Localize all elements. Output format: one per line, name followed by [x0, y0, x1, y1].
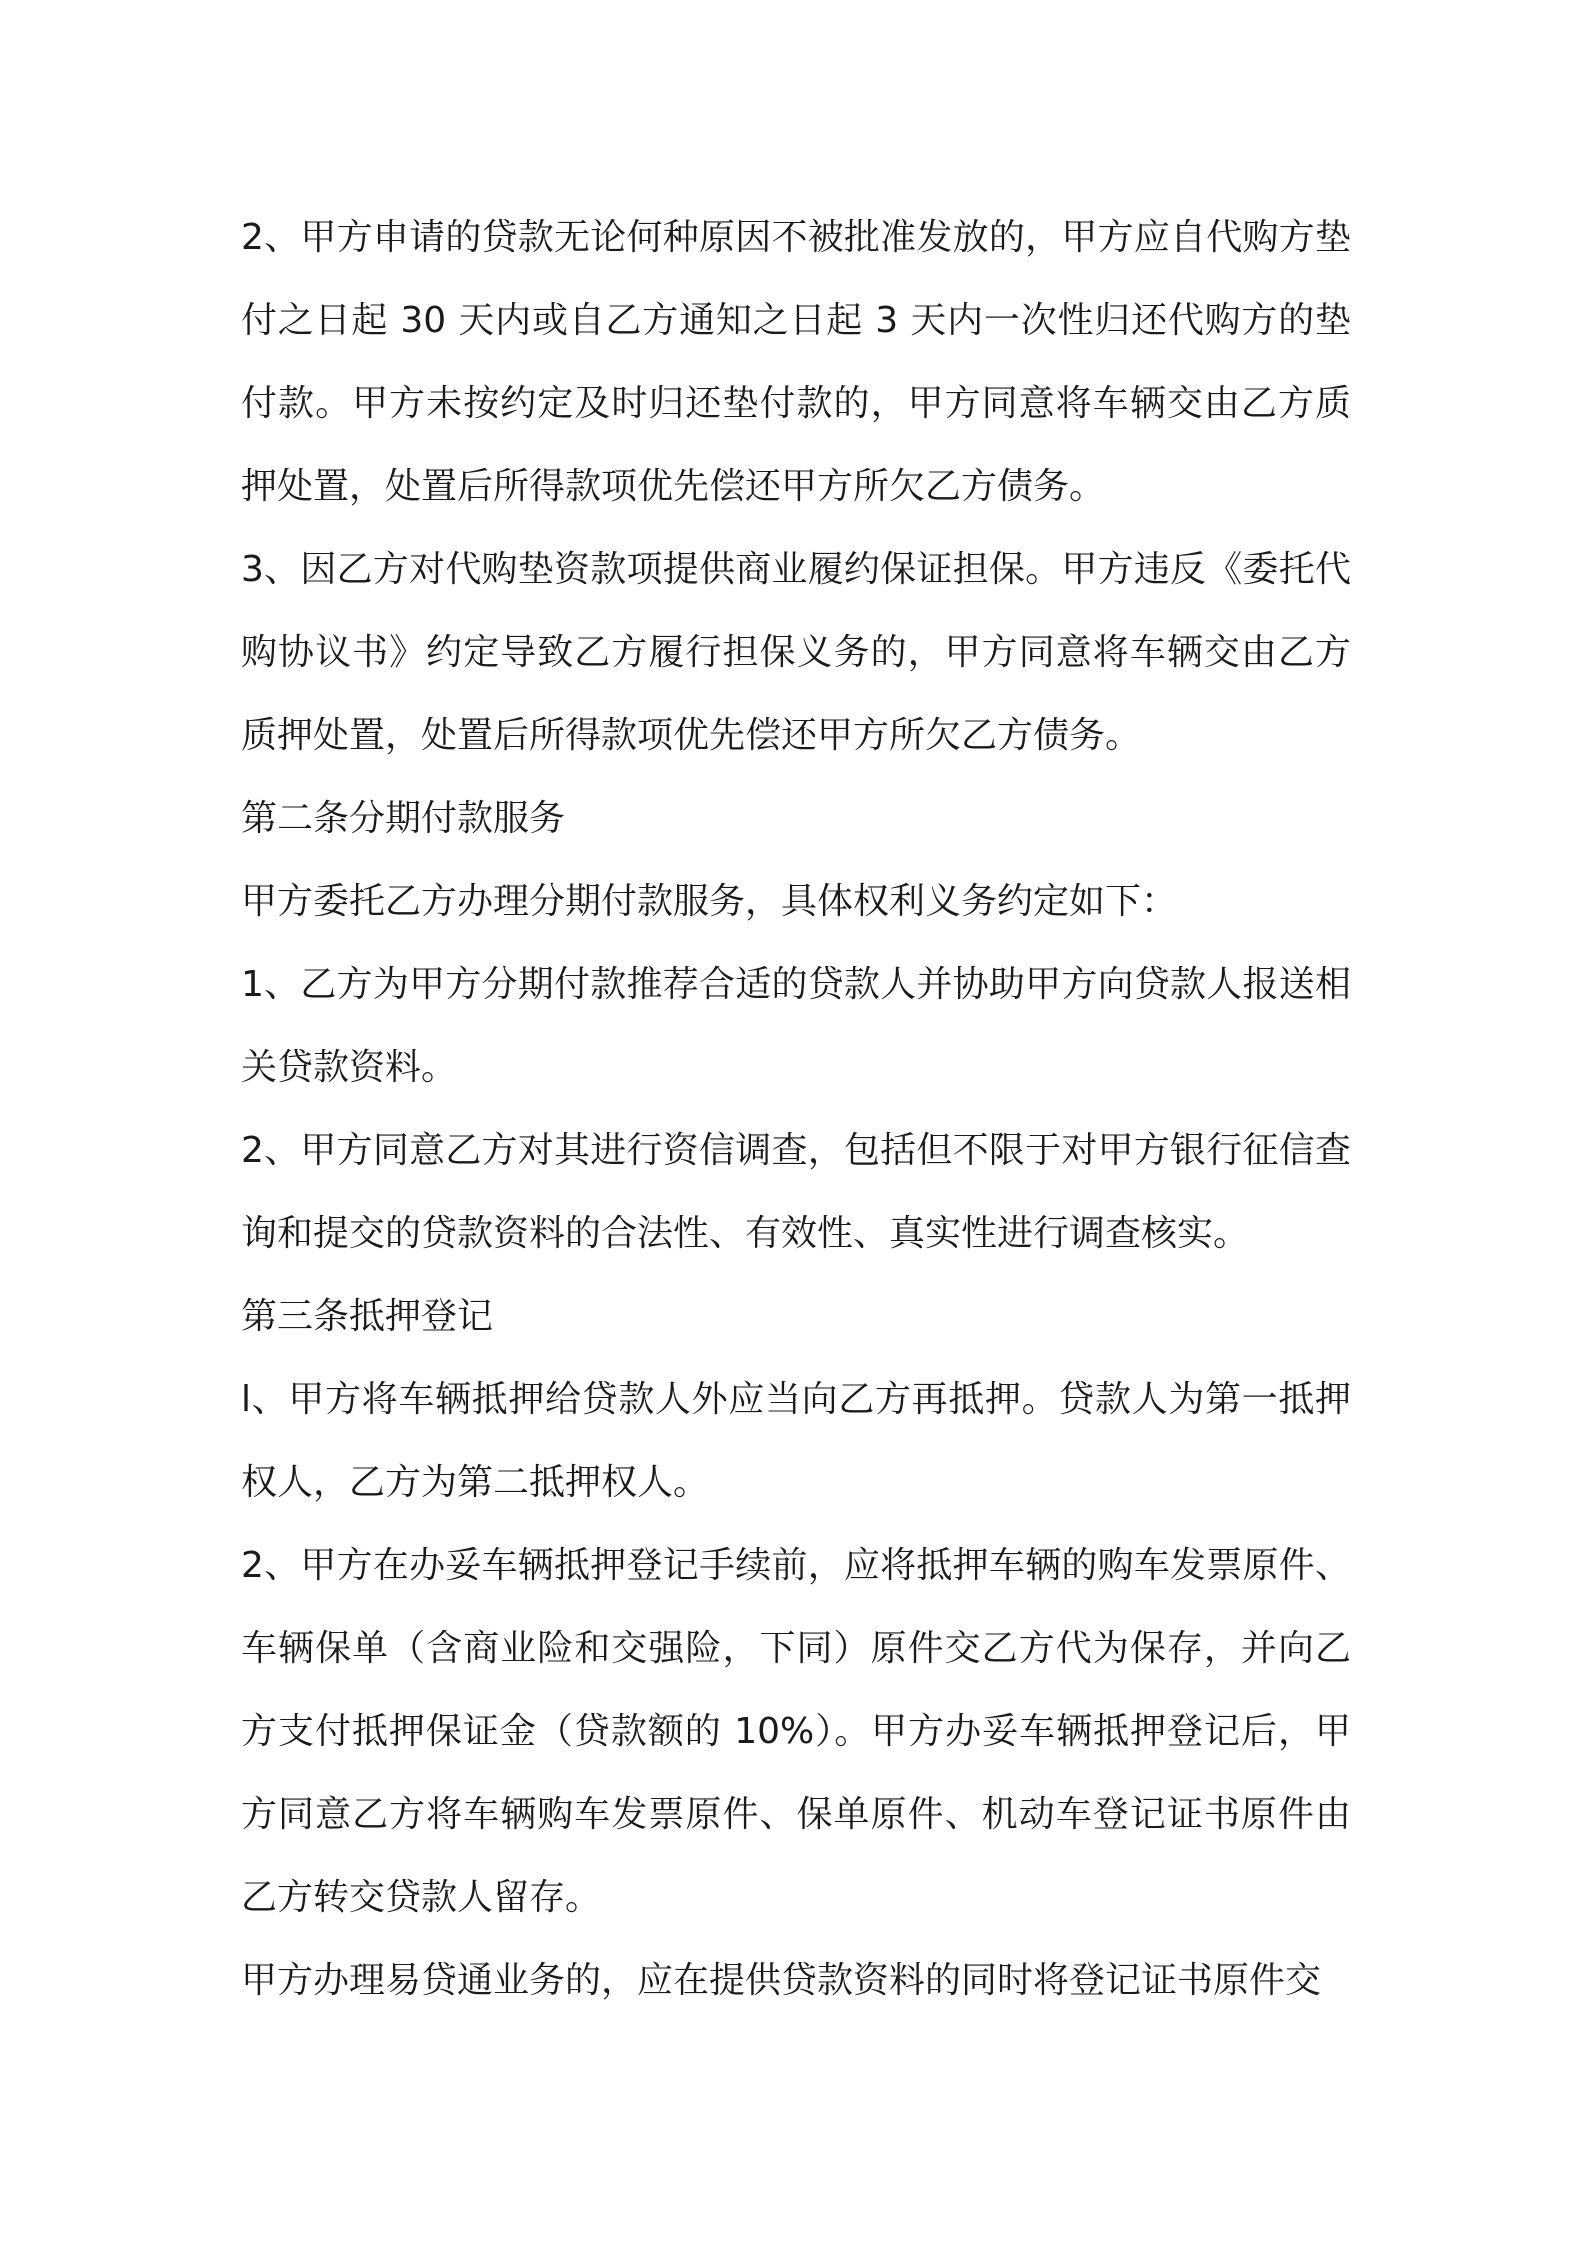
clause-paragraph: 甲方办理易贷通业务的，应在提供贷款资料的同时将登记证书原件交 [241, 1960, 1322, 2001]
clause-paragraph: 3、因乙方对代购垫资款项提供商业履约保证担保。甲方违反《委托代购协议书》约定导致乙方履行担保义务的，甲方同意将车辆交由乙方质押处置，处置后所得款项优先偿还甲方所欠乙方债务。 [241, 549, 1351, 756]
clause-paragraph: 1、乙方为甲方分期付款推荐合适的贷款人并协助甲方向贷款人报送相关贷款资料。 [241, 964, 1351, 1088]
section-heading: 第二条分期付款服务 [241, 798, 566, 839]
clause-paragraph: 甲方委托乙方办理分期付款服务，具体权利义务约定如下： [241, 881, 1178, 922]
clause-paragraph: l、甲方将车辆抵押给贷款人外应当向乙方再抵押。贷款人为第一抵押权人，乙方为第二抵押权人。 [241, 1379, 1351, 1503]
clause-paragraph: 2、甲方申请的贷款无论何种原因不被批准发放的，甲方应自代购方垫付之日起 30 天内或自乙方通知之日起 3 天内一次性归还代购方的垫付款。甲方未按约定及时归还垫付款的，甲方同意将车辆交由乙方质押处置，处置后所得款项优先偿还甲方所欠乙方债务。 [241, 217, 1351, 507]
clause-paragraph: 2、甲方同意乙方对其进行资信调查，包括但不限于对甲方银行征信查询和提交的贷款资料的合法性、有效性、真实性进行调查核实。 [241, 1130, 1351, 1254]
section-heading: 第三条抵押登记 [241, 1296, 494, 1337]
clause-paragraph: 2、甲方在办妥车辆抵押登记手续前，应将抵押车辆的购车发票原件、车辆保单（含商业险和交强险，下同）原件交乙方代为保存，并向乙方支付抵押保证金（贷款额的 10%）。甲方办妥车辆抵押登记后，甲方同意乙方将车辆购车发票原件、保单原件、机动车登记证书原件由乙方转交贷款人留存。 [241, 1545, 1351, 1918]
document-body [241, 196, 1351, 2022]
